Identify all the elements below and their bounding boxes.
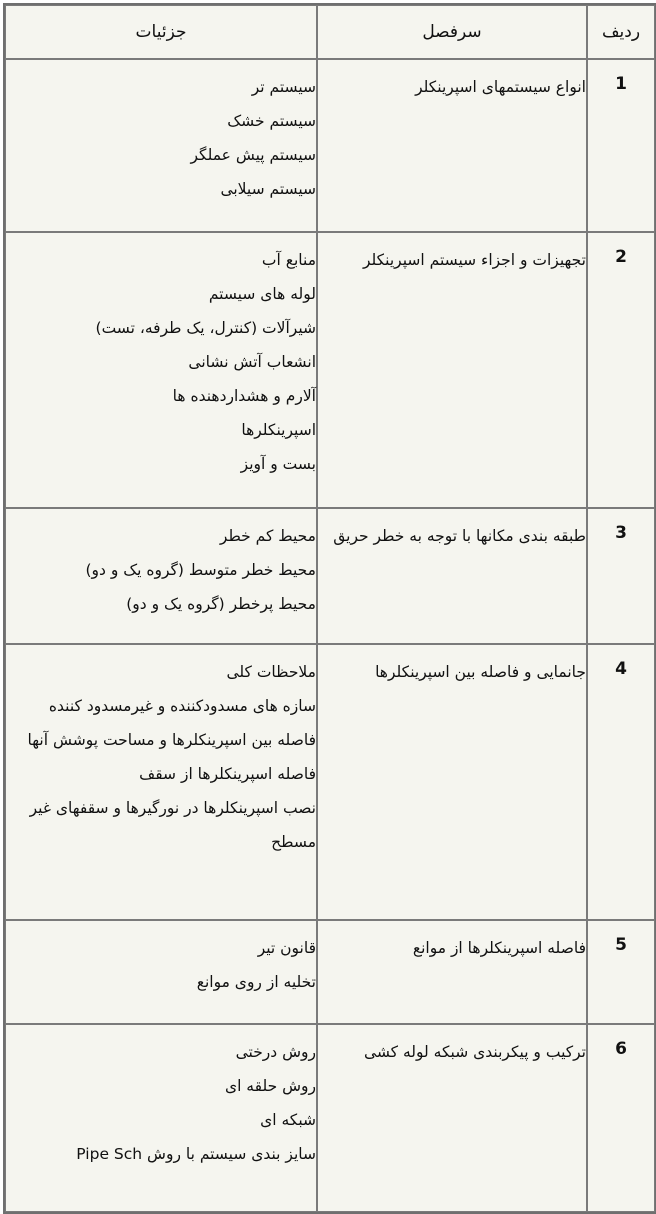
table-row <box>5 1024 655 1212</box>
row-details <box>5 920 317 1024</box>
details-item: روش حلقه ای <box>224 1077 316 1095</box>
details-item: سیستم تر <box>251 78 316 96</box>
row-topic: جانمایی و فاصله بین اسپرینکلرها <box>317 644 587 920</box>
details-list <box>6 70 316 206</box>
row-details <box>5 232 317 508</box>
details-item: فاصله اسپرینکلرها از سقف <box>139 765 316 783</box>
details-item: سایز بندی سیستم با روش Pipe Sch <box>76 1145 316 1163</box>
details-item: انشعاب آتش نشانی <box>188 353 316 371</box>
table-row <box>5 232 655 508</box>
details-item: قانون تیر <box>257 939 316 957</box>
details-list <box>6 1035 316 1171</box>
details-list <box>6 519 316 621</box>
row-details <box>5 644 317 920</box>
details-item: منابع آب <box>261 251 316 269</box>
row-details <box>5 1024 317 1212</box>
details-item: شبکه ای <box>260 1111 316 1129</box>
details-item: تخلیه از روی موانع <box>196 973 316 991</box>
table-row <box>5 59 655 232</box>
table-row <box>5 508 655 644</box>
details-item: سازه های مسدودکننده و غیرمسدود کننده <box>48 697 316 715</box>
row-number: 1 <box>587 59 655 232</box>
details-item: محیط کم خطر <box>219 527 316 545</box>
row-number: 3 <box>587 508 655 644</box>
row-details <box>5 508 317 644</box>
row-topic: انواع سیستمهای اسپرینکلر <box>317 59 587 232</box>
row-topic: فاصله اسپرینکلرها از موانع <box>317 920 587 1024</box>
details-item: بست و آویز <box>240 455 316 473</box>
header-row <box>5 5 655 59</box>
details-item: فاصله بین اسپرینکلرها و مساحت پوشش آنها <box>27 731 316 749</box>
table-body <box>5 59 655 1212</box>
header-topic: سرفصل <box>317 5 587 59</box>
details-item: آلارم و هشداردهنده ها <box>172 387 316 405</box>
details-item: شیرآلات (کنترل، یک طرفه، تست) <box>95 319 316 337</box>
details-item: محیط خطر متوسط (گروه یک و دو) <box>85 561 316 579</box>
details-item: محیط پرخطر (گروه یک و دو) <box>126 595 316 613</box>
details-item: اسپرینکلرها <box>241 421 316 439</box>
details-item: ملاحظات کلی <box>226 663 316 681</box>
row-topic: طبقه بندی مکانها با توجه به خطر حریق <box>317 508 587 644</box>
row-topic: تجهیزات و اجزاء سیستم اسپرینکلر <box>317 232 587 508</box>
header-details: جزئیات <box>5 5 317 59</box>
details-item: نصب اسپرینکلرها در نورگیرها و سقفهای غیر مسطح <box>29 799 316 851</box>
header-row-number: ردیف <box>587 5 655 59</box>
details-list <box>6 655 316 859</box>
details-list <box>6 931 316 999</box>
table-row <box>5 644 655 920</box>
row-number: 6 <box>587 1024 655 1212</box>
details-item: سیستم پیش عملگر <box>190 146 316 164</box>
table-row <box>5 920 655 1024</box>
row-number: 5 <box>587 920 655 1024</box>
details-item: روش درختی <box>235 1043 316 1061</box>
table-header <box>5 5 655 59</box>
details-item: لوله های سیستم <box>208 285 316 303</box>
row-topic: ترکیب و پیکربندی شبکه لوله کشی <box>317 1024 587 1212</box>
details-item: سیستم سیلابی <box>220 180 316 198</box>
details-list <box>6 243 316 481</box>
row-number: 4 <box>587 644 655 920</box>
row-number: 2 <box>587 232 655 508</box>
syllabus-table <box>3 3 656 1214</box>
row-details <box>5 59 317 232</box>
details-item: سیستم خشک <box>227 112 316 130</box>
